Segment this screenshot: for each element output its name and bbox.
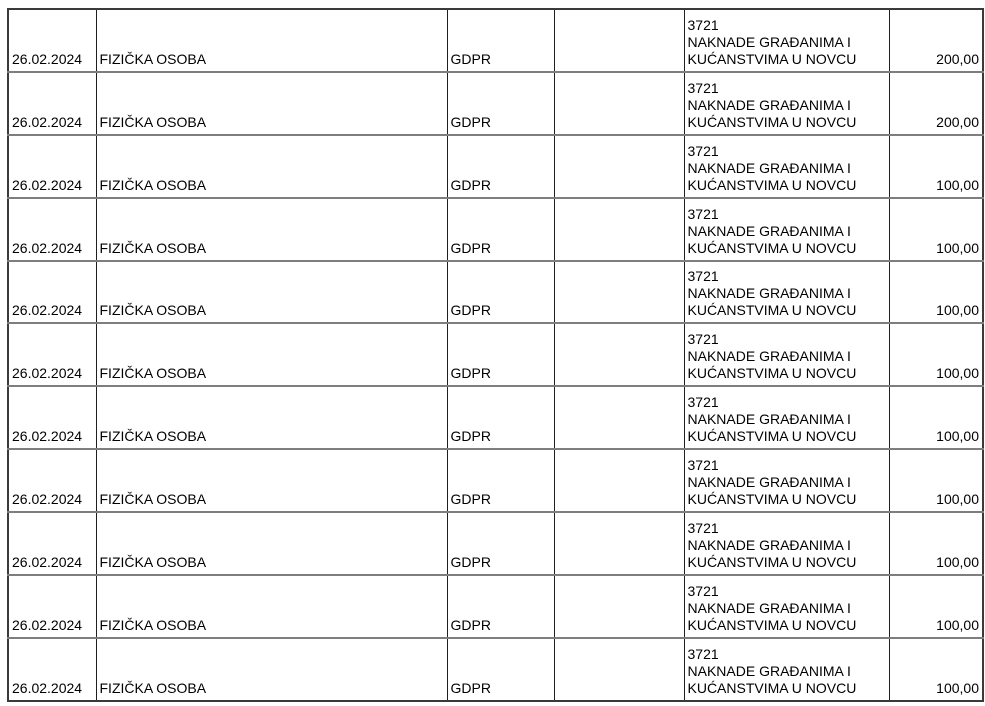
description-line: KUĆANSTVIMA U NOVCU bbox=[687, 554, 857, 571]
cell-purpose: GDPR bbox=[447, 512, 554, 575]
table-row bbox=[8, 9, 983, 72]
description-line: NAKNADE GRAĐANIMA I bbox=[687, 348, 851, 365]
cell-blank bbox=[554, 261, 684, 324]
cell-date: 26.02.2024 bbox=[8, 512, 96, 575]
cell-date: 26.02.2024 bbox=[8, 323, 96, 386]
cell-purpose: GDPR bbox=[447, 72, 554, 135]
cell-date: 26.02.2024 bbox=[8, 638, 96, 701]
cell-payer: FIZIČKA OSOBA bbox=[96, 449, 447, 512]
description-line: KUĆANSTVIMA U NOVCU bbox=[687, 50, 857, 67]
cell-payer: FIZIČKA OSOBA bbox=[96, 72, 447, 135]
description-line: 3721 bbox=[687, 520, 719, 537]
description-line: KUĆANSTVIMA U NOVCU bbox=[687, 428, 857, 445]
description-line: NAKNADE GRAĐANIMA I bbox=[687, 159, 851, 176]
cell-blank bbox=[554, 386, 684, 449]
cell-amount: 100,00 bbox=[889, 261, 983, 324]
cell-account-description bbox=[684, 9, 889, 72]
description-line: 3721 bbox=[687, 394, 719, 411]
description-line: 3721 bbox=[687, 457, 719, 474]
cell-amount: 100,00 bbox=[889, 512, 983, 575]
cell-payer: FIZIČKA OSOBA bbox=[96, 386, 447, 449]
cell-purpose: GDPR bbox=[447, 386, 554, 449]
cell-date: 26.02.2024 bbox=[8, 72, 96, 135]
cell-date: 26.02.2024 bbox=[8, 386, 96, 449]
cell-date: 26.02.2024 bbox=[8, 449, 96, 512]
description-line: NAKNADE GRAĐANIMA I bbox=[687, 474, 851, 491]
cell-blank bbox=[554, 638, 684, 701]
cell-account-description bbox=[684, 261, 889, 324]
cell-date: 26.02.2024 bbox=[8, 261, 96, 324]
cell-account-description bbox=[684, 449, 889, 512]
cell-amount: 100,00 bbox=[889, 135, 983, 198]
description-line: 3721 bbox=[687, 331, 719, 348]
cell-account-description bbox=[684, 638, 889, 701]
cell-blank bbox=[554, 135, 684, 198]
description-line: KUĆANSTVIMA U NOVCU bbox=[687, 679, 857, 696]
cell-account-description bbox=[684, 135, 889, 198]
description-line: KUĆANSTVIMA U NOVCU bbox=[687, 491, 857, 508]
cell-amount: 100,00 bbox=[889, 386, 983, 449]
cell-amount: 100,00 bbox=[889, 449, 983, 512]
description-line: KUĆANSTVIMA U NOVCU bbox=[687, 365, 857, 382]
cell-payer: FIZIČKA OSOBA bbox=[96, 198, 447, 261]
description-line: NAKNADE GRAĐANIMA I bbox=[687, 411, 851, 428]
description-line: NAKNADE GRAĐANIMA I bbox=[687, 285, 851, 302]
table-row bbox=[8, 261, 983, 324]
cell-date: 26.02.2024 bbox=[8, 575, 96, 638]
cell-purpose: GDPR bbox=[447, 198, 554, 261]
cell-blank bbox=[554, 323, 684, 386]
description-line: NAKNADE GRAĐANIMA I bbox=[687, 96, 851, 113]
cell-purpose: GDPR bbox=[447, 449, 554, 512]
cell-payer: FIZIČKA OSOBA bbox=[96, 261, 447, 324]
cell-amount: 100,00 bbox=[889, 198, 983, 261]
cell-amount: 100,00 bbox=[889, 638, 983, 701]
payments-table bbox=[7, 8, 984, 702]
cell-blank bbox=[554, 72, 684, 135]
cell-date: 26.02.2024 bbox=[8, 9, 96, 72]
description-line: KUĆANSTVIMA U NOVCU bbox=[687, 176, 857, 193]
cell-payer: FIZIČKA OSOBA bbox=[96, 135, 447, 198]
cell-blank bbox=[554, 512, 684, 575]
cell-account-description bbox=[684, 323, 889, 386]
cell-payer: FIZIČKA OSOBA bbox=[96, 323, 447, 386]
cell-blank bbox=[554, 9, 684, 72]
table-row bbox=[8, 638, 983, 701]
cell-date: 26.02.2024 bbox=[8, 198, 96, 261]
cell-amount: 200,00 bbox=[889, 72, 983, 135]
cell-account-description bbox=[684, 512, 889, 575]
table-row bbox=[8, 135, 983, 198]
cell-payer: FIZIČKA OSOBA bbox=[96, 9, 447, 72]
cell-purpose: GDPR bbox=[447, 638, 554, 701]
cell-purpose: GDPR bbox=[447, 575, 554, 638]
description-line: NAKNADE GRAĐANIMA I bbox=[687, 599, 851, 616]
cell-payer: FIZIČKA OSOBA bbox=[96, 575, 447, 638]
description-line: KUĆANSTVIMA U NOVCU bbox=[687, 616, 857, 633]
cell-amount: 100,00 bbox=[889, 575, 983, 638]
description-line: NAKNADE GRAĐANIMA I bbox=[687, 33, 851, 50]
cell-amount: 100,00 bbox=[889, 323, 983, 386]
cell-account-description bbox=[684, 386, 889, 449]
description-line: NAKNADE GRAĐANIMA I bbox=[687, 537, 851, 554]
description-line: 3721 bbox=[687, 645, 719, 662]
description-line: 3721 bbox=[687, 582, 719, 599]
table-row bbox=[8, 449, 983, 512]
description-line: 3721 bbox=[687, 205, 719, 222]
cell-account-description bbox=[684, 575, 889, 638]
cell-payer: FIZIČKA OSOBA bbox=[96, 512, 447, 575]
description-line: KUĆANSTVIMA U NOVCU bbox=[687, 302, 857, 319]
cell-blank bbox=[554, 198, 684, 261]
payments-table-body bbox=[8, 9, 983, 701]
description-line: KUĆANSTVIMA U NOVCU bbox=[687, 113, 857, 130]
table-row bbox=[8, 323, 983, 386]
cell-amount: 200,00 bbox=[889, 9, 983, 72]
cell-blank bbox=[554, 449, 684, 512]
cell-account-description bbox=[684, 198, 889, 261]
table-row bbox=[8, 575, 983, 638]
cell-account-description bbox=[684, 72, 889, 135]
description-line: 3721 bbox=[687, 79, 719, 96]
description-line: 3721 bbox=[687, 142, 719, 159]
table-row bbox=[8, 386, 983, 449]
cell-date: 26.02.2024 bbox=[8, 135, 96, 198]
cell-payer: FIZIČKA OSOBA bbox=[96, 638, 447, 701]
table-row bbox=[8, 512, 983, 575]
description-line: 3721 bbox=[687, 16, 719, 33]
cell-purpose: GDPR bbox=[447, 323, 554, 386]
cell-purpose: GDPR bbox=[447, 9, 554, 72]
table-row bbox=[8, 72, 983, 135]
cell-purpose: GDPR bbox=[447, 261, 554, 324]
description-line: NAKNADE GRAĐANIMA I bbox=[687, 222, 851, 239]
table-row bbox=[8, 198, 983, 261]
description-line: 3721 bbox=[687, 268, 719, 285]
cell-purpose: GDPR bbox=[447, 135, 554, 198]
cell-blank bbox=[554, 575, 684, 638]
description-line: KUĆANSTVIMA U NOVCU bbox=[687, 239, 857, 256]
description-line: NAKNADE GRAĐANIMA I bbox=[687, 662, 851, 679]
